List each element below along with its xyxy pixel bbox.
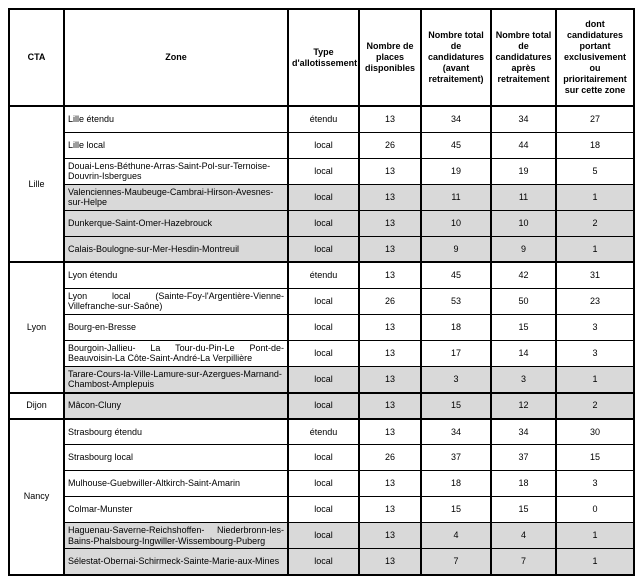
zone-cell: Sélestat-Obernai-Schirmeck-Sainte-Marie-aux-Mines	[64, 549, 288, 575]
dont-cell: 1	[556, 549, 634, 575]
type-cell: local	[288, 393, 359, 419]
type-cell: local	[288, 132, 359, 158]
zone-cell: Strasbourg étendu	[64, 419, 288, 445]
dont-cell: 1	[556, 366, 634, 393]
table-row	[9, 158, 634, 184]
table-row	[9, 314, 634, 340]
dont-cell: 2	[556, 393, 634, 419]
dont-cell: 3	[556, 471, 634, 497]
apres-cell: 10	[491, 210, 556, 236]
places-cell: 13	[359, 314, 421, 340]
apres-cell: 11	[491, 184, 556, 210]
type-cell: local	[288, 366, 359, 393]
avant-cell: 15	[421, 497, 491, 523]
apres-cell: 15	[491, 497, 556, 523]
dont-cell: 31	[556, 262, 634, 288]
places-cell: 13	[359, 210, 421, 236]
apres-cell: 34	[491, 419, 556, 445]
avant-cell: 4	[421, 523, 491, 549]
dont-cell: 15	[556, 445, 634, 471]
avant-cell: 3	[421, 366, 491, 393]
dont-cell: 1	[556, 523, 634, 549]
table-row	[9, 106, 634, 132]
places-cell: 13	[359, 497, 421, 523]
apres-cell: 44	[491, 132, 556, 158]
avant-cell: 34	[421, 106, 491, 132]
type-cell: étendu	[288, 262, 359, 288]
allotment-table	[8, 8, 635, 576]
zone-cell: Tarare-Cours-la-Ville-Lamure-sur-Azergues-Marnand-Chambost-Amplepuis	[64, 366, 288, 393]
header-row	[9, 9, 634, 106]
type-cell: local	[288, 288, 359, 314]
table-row	[9, 262, 634, 288]
type-cell: local	[288, 340, 359, 366]
avant-cell: 34	[421, 419, 491, 445]
zone-cell: Lyon local (Sainte-Foy-l'Argentière-Vienne-Villefranche-sur-Saône)	[64, 288, 288, 314]
type-cell: local	[288, 471, 359, 497]
zone-cell: Haguenau-Saverne-Reichshoffen- Niederbronn-les-Bains-Phalsbourg-Ingwiller-Wissembourg-Puberg	[64, 523, 288, 549]
table-row	[9, 366, 634, 393]
type-cell: local	[288, 314, 359, 340]
places-cell: 13	[359, 471, 421, 497]
apres-cell: 7	[491, 549, 556, 575]
dont-cell: 5	[556, 158, 634, 184]
avant-cell: 37	[421, 445, 491, 471]
avant-cell: 53	[421, 288, 491, 314]
avant-cell: 45	[421, 132, 491, 158]
header-type-allotissement: Type d'allotissement	[288, 9, 359, 106]
apres-cell: 50	[491, 288, 556, 314]
cta-cell: Nancy	[9, 419, 64, 575]
places-cell: 26	[359, 132, 421, 158]
table-row	[9, 288, 634, 314]
avant-cell: 17	[421, 340, 491, 366]
dont-cell: 3	[556, 314, 634, 340]
zone-cell: Bourg-en-Bresse	[64, 314, 288, 340]
dont-cell: 3	[556, 340, 634, 366]
header-candidatures-zone: dont candidatures portant exclusivement ou prioritairement sur cette zone	[556, 9, 634, 106]
type-cell: local	[288, 445, 359, 471]
avant-cell: 18	[421, 314, 491, 340]
table-row	[9, 184, 634, 210]
avant-cell: 10	[421, 210, 491, 236]
places-cell: 13	[359, 236, 421, 262]
places-cell: 26	[359, 288, 421, 314]
zone-cell: Valenciennes-Maubeuge-Cambrai-Hirson-Avesnes-sur-Helpe	[64, 184, 288, 210]
apres-cell: 42	[491, 262, 556, 288]
table-body	[9, 106, 634, 575]
cta-cell: Dijon	[9, 393, 64, 419]
avant-cell: 19	[421, 158, 491, 184]
places-cell: 13	[359, 262, 421, 288]
avant-cell: 45	[421, 262, 491, 288]
zone-cell: Douai-Lens-Béthune-Arras-Saint-Pol-sur-Ternoise-Douvrin-Isbergues	[64, 158, 288, 184]
zone-cell: Dunkerque-Saint-Omer-Hazebrouck	[64, 210, 288, 236]
dont-cell: 23	[556, 288, 634, 314]
zone-cell: Mâcon-Cluny	[64, 393, 288, 419]
table-row	[9, 393, 634, 419]
table-row	[9, 340, 634, 366]
avant-cell: 11	[421, 184, 491, 210]
cta-cell: Lille	[9, 106, 64, 262]
apres-cell: 4	[491, 523, 556, 549]
places-cell: 13	[359, 366, 421, 393]
type-cell: local	[288, 158, 359, 184]
zone-cell: Lyon étendu	[64, 262, 288, 288]
table-row	[9, 210, 634, 236]
table-row	[9, 132, 634, 158]
dont-cell: 1	[556, 236, 634, 262]
type-cell: local	[288, 549, 359, 575]
dont-cell: 18	[556, 132, 634, 158]
zone-cell: Strasbourg local	[64, 445, 288, 471]
places-cell: 13	[359, 106, 421, 132]
places-cell: 26	[359, 445, 421, 471]
places-cell: 13	[359, 523, 421, 549]
table-row	[9, 523, 634, 549]
zone-cell: Lille étendu	[64, 106, 288, 132]
cta-cell: Lyon	[9, 262, 64, 393]
apres-cell: 14	[491, 340, 556, 366]
apres-cell: 15	[491, 314, 556, 340]
type-cell: local	[288, 210, 359, 236]
type-cell: local	[288, 236, 359, 262]
apres-cell: 18	[491, 471, 556, 497]
type-cell: local	[288, 523, 359, 549]
places-cell: 13	[359, 419, 421, 445]
type-cell: étendu	[288, 106, 359, 132]
type-cell: local	[288, 184, 359, 210]
apres-cell: 12	[491, 393, 556, 419]
header-cta: CTA	[9, 9, 64, 106]
avant-cell: 9	[421, 236, 491, 262]
header-zone: Zone	[64, 9, 288, 106]
dont-cell: 1	[556, 184, 634, 210]
zone-cell: Calais-Boulogne-sur-Mer-Hesdin-Montreuil	[64, 236, 288, 262]
table-row	[9, 445, 634, 471]
type-cell: local	[288, 497, 359, 523]
type-cell: étendu	[288, 419, 359, 445]
zone-cell: Colmar-Munster	[64, 497, 288, 523]
table-row	[9, 419, 634, 445]
table-row	[9, 471, 634, 497]
dont-cell: 0	[556, 497, 634, 523]
zone-cell: Bourgoin-Jallieu- La Tour-du-Pin-Le Pont-de-Beauvoisin-La Côte-Saint-André-La Verpillière	[64, 340, 288, 366]
apres-cell: 3	[491, 366, 556, 393]
avant-cell: 15	[421, 393, 491, 419]
places-cell: 13	[359, 549, 421, 575]
places-cell: 13	[359, 393, 421, 419]
apres-cell: 34	[491, 106, 556, 132]
header-candidatures-apres: Nombre total de candidatures après retraitement	[491, 9, 556, 106]
dont-cell: 27	[556, 106, 634, 132]
apres-cell: 19	[491, 158, 556, 184]
header-candidatures-avant: Nombre total de candidatures (avant retraitement)	[421, 9, 491, 106]
avant-cell: 18	[421, 471, 491, 497]
table-row	[9, 497, 634, 523]
places-cell: 13	[359, 340, 421, 366]
avant-cell: 7	[421, 549, 491, 575]
apres-cell: 37	[491, 445, 556, 471]
places-cell: 13	[359, 184, 421, 210]
zone-cell: Lille local	[64, 132, 288, 158]
places-cell: 13	[359, 158, 421, 184]
dont-cell: 2	[556, 210, 634, 236]
apres-cell: 9	[491, 236, 556, 262]
table-row	[9, 236, 634, 262]
zone-cell: Mulhouse-Guebwiller-Altkirch-Saint-Amarin	[64, 471, 288, 497]
dont-cell: 30	[556, 419, 634, 445]
header-places-disponibles: Nombre de places disponibles	[359, 9, 421, 106]
table-row	[9, 549, 634, 575]
